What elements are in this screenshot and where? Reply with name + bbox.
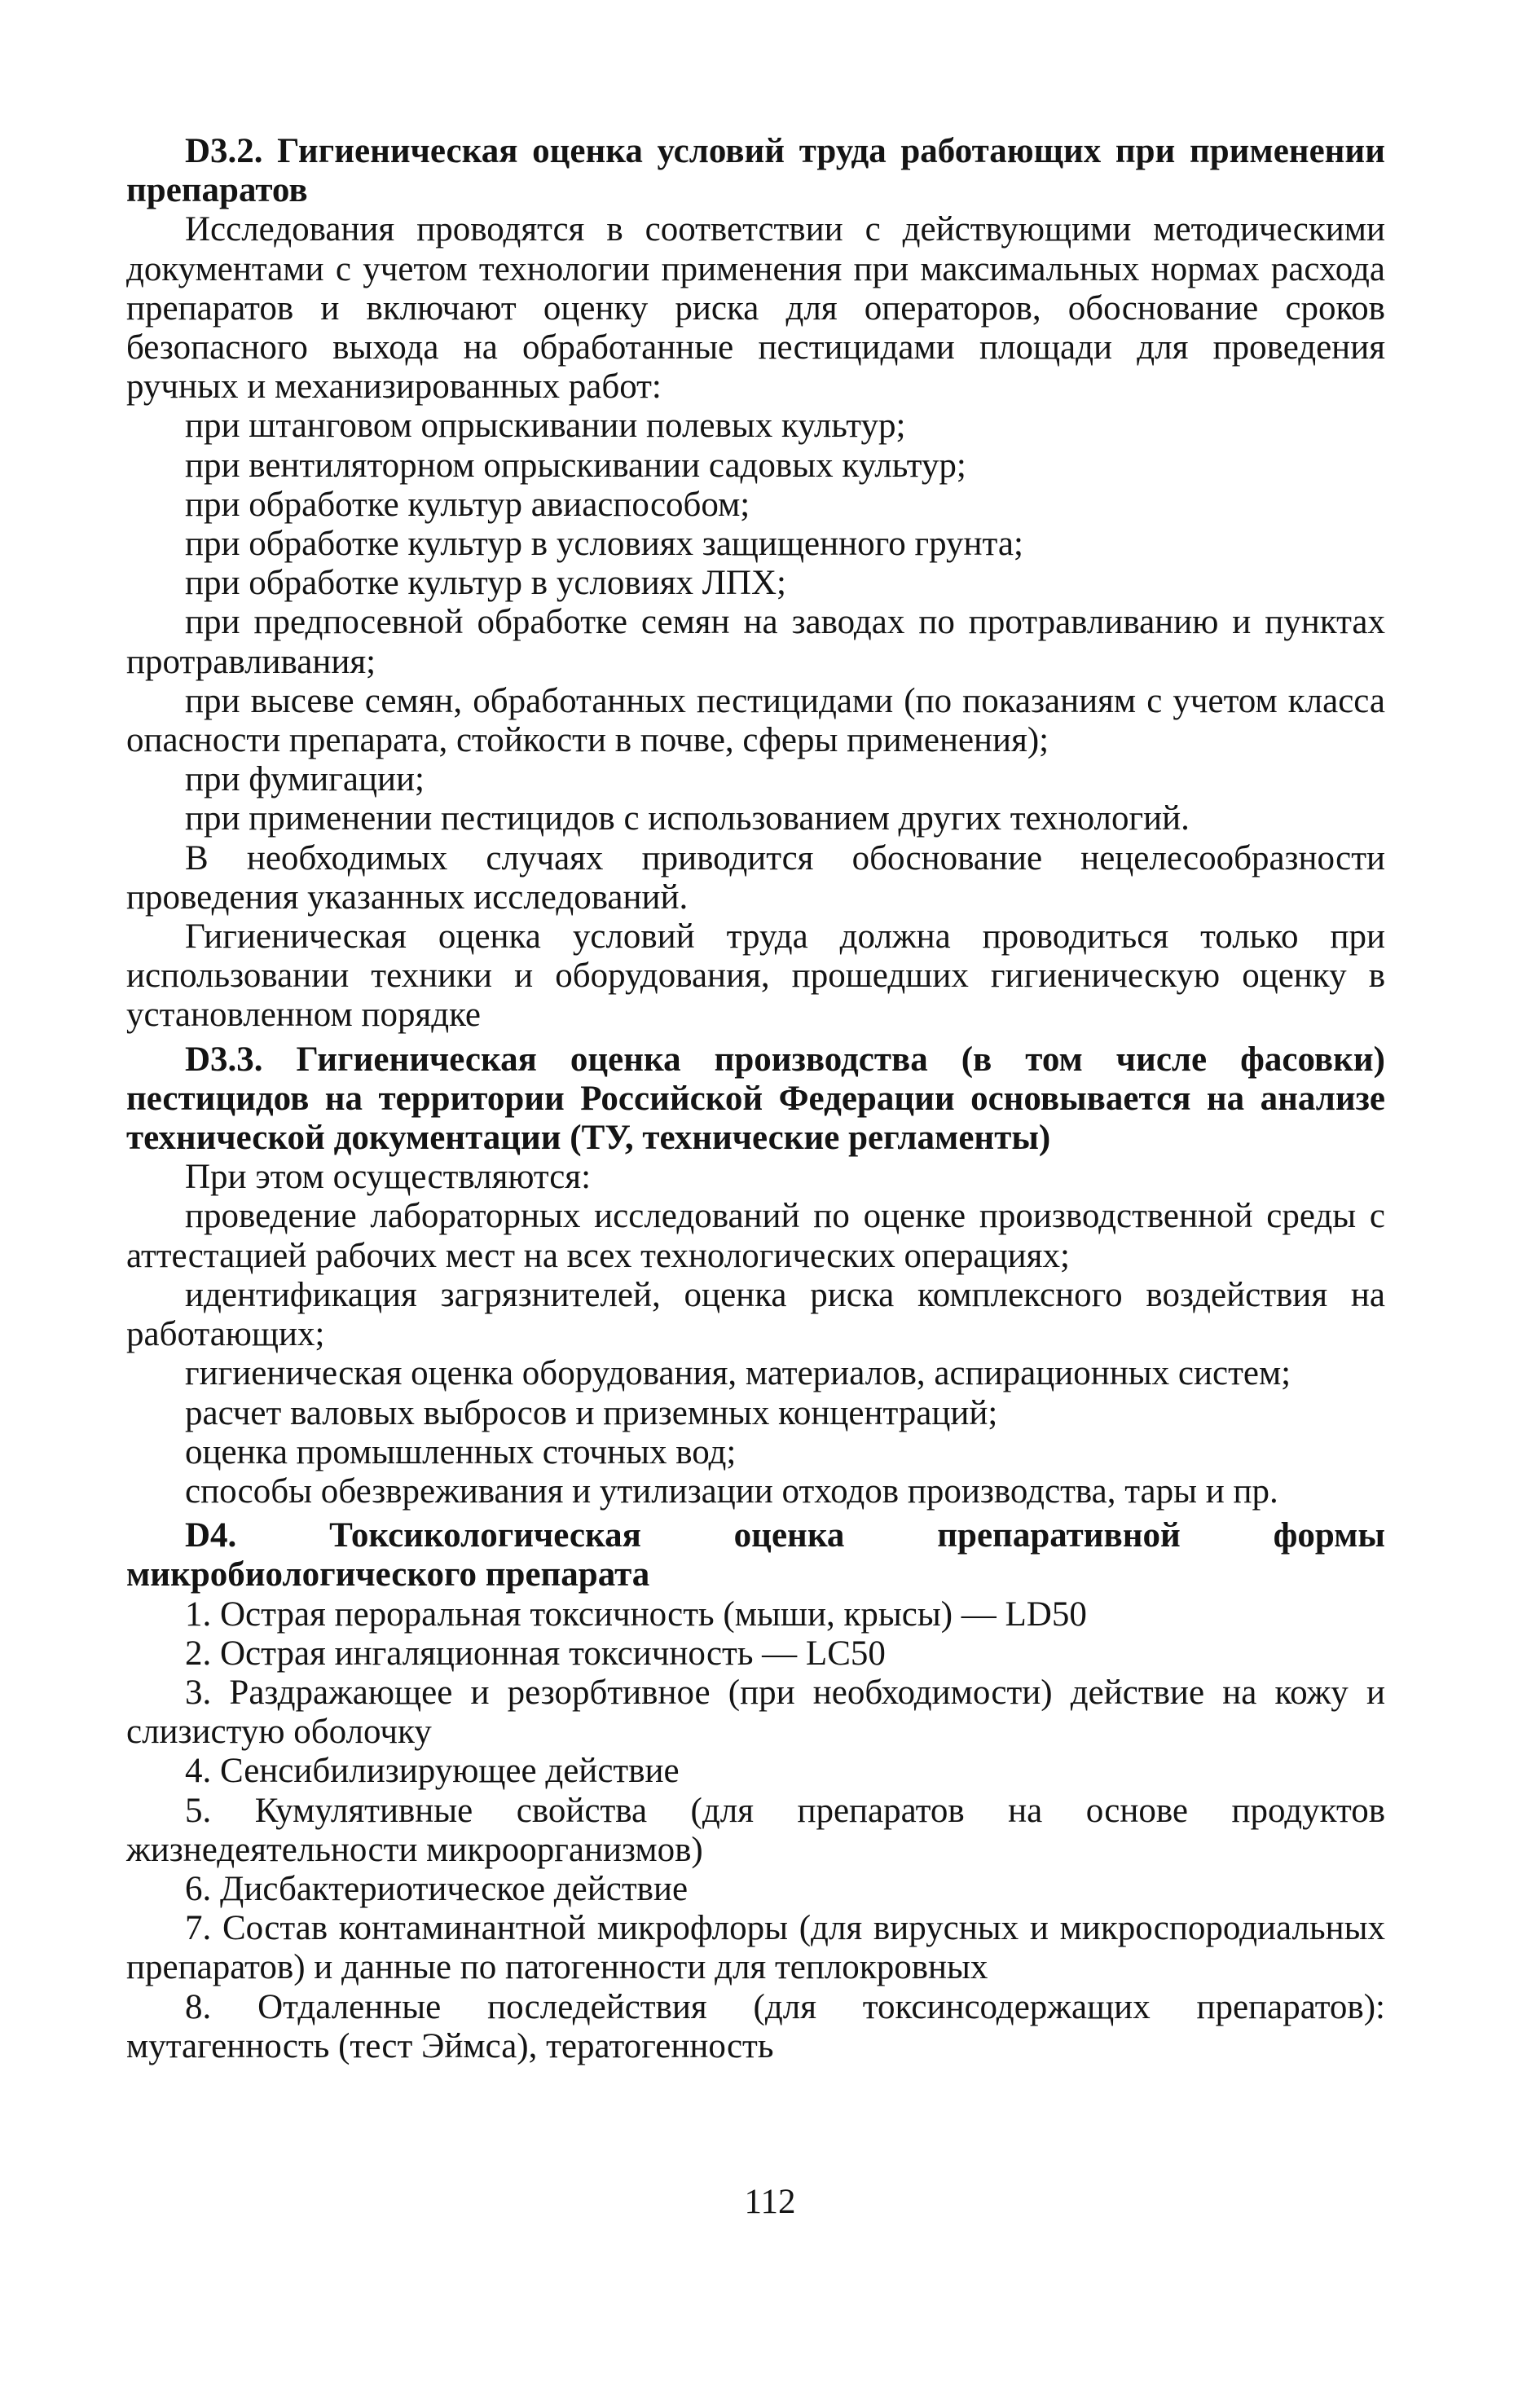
section-heading-d3-2: D3.2. Гигиеническая оценка условий труда работающих при применении препаратов bbox=[126, 132, 1385, 210]
list-item: при вентиляторном опрыскивании садовых культур; bbox=[185, 446, 966, 485]
paragraph: Исследования проводятся в соответствии с действующими методическими документами с учетом технологии применения при максимальных нормах расхода препаратов и включают оценку риска для операторов, обоснование сроков безопасного выхода на обработанные пестицидами площади для проведения ручных и механизированных работ: bbox=[126, 210, 1385, 407]
list-item: при штанговом опрыскивании полевых культур; bbox=[185, 407, 906, 446]
list-item: 2. Острая ингаляционная токсичность — LC50 bbox=[185, 1634, 886, 1673]
list-item: при предпосевной обработке семян на заводах по протравливанию и пунктах протравливания; bbox=[126, 603, 1385, 681]
paragraph: При этом осуществляются: bbox=[185, 1158, 592, 1197]
list-item: при обработке культур в условиях защищенного грунта; bbox=[185, 525, 1023, 564]
list-item: 5. Кумулятивные свойства (для препаратов на основе продуктов жизнедеятельности микроорганизмов) bbox=[126, 1791, 1385, 1869]
paragraph: Гигиеническая оценка условий труда должна проводиться только при использовании техники и оборудования, прошедших гигиеническую оценку в установленном порядке bbox=[126, 917, 1385, 1035]
list-item: при высеве семян, обработанных пестицидами (по показаниям с учетом класса опасности препарата, стойкости в почве, сферы применения); bbox=[126, 681, 1385, 760]
paragraph: В необходимых случаях приводится обоснование нецелесообразности проведения указанных исследований. bbox=[126, 838, 1385, 917]
list-item: 3. Раздражающее и резорбтивное (при необходимости) действие на кожу и слизистую оболочку bbox=[126, 1673, 1385, 1752]
list-item: гигиеническая оценка оборудования, материалов, аспирационных систем; bbox=[185, 1354, 1291, 1393]
list-item: при обработке культур авиаспособом; bbox=[185, 485, 750, 524]
section-heading-d3-3: D3.3. Гигиеническая оценка производства (в том числе фасовки) пестицидов на территории Российской Федерации основывается на анализе технической документации (ТУ, технические регламенты) bbox=[126, 1040, 1385, 1158]
list-item: при обработке культур в условиях ЛПХ; bbox=[185, 564, 786, 603]
list-item: 8. Отдаленные последействия (для токсинсодержащих препаратов): мутагенность (тест Эймса), тератогенность bbox=[126, 1987, 1385, 2065]
section-heading-d4: D4. Токсикологическая оценка препаративной формы микробиологического препарата bbox=[126, 1516, 1385, 1594]
list-item: оценка промышленных сточных вод; bbox=[185, 1432, 737, 1471]
list-item: способы обезвреживания и утилизации отходов производства, тары и пр. bbox=[185, 1471, 1278, 1511]
list-item: расчет валовых выбросов и приземных концентраций; bbox=[185, 1393, 998, 1432]
list-item: 1. Острая пероральная токсичность (мыши, крысы) — LD50 bbox=[185, 1594, 1087, 1634]
list-item: 6. Дисбактериотическое действие bbox=[185, 1869, 689, 1908]
page-body bbox=[126, 132, 1385, 2066]
list-item: проведение лабораторных исследований по оценке производственной среды с аттестацией рабочих мест на всех технологических операциях; bbox=[126, 1197, 1385, 1275]
list-item: при применении пестицидов с использованием других технологий. bbox=[185, 799, 1190, 838]
list-item: идентификация загрязнителей, оценка риска комплексного воздействия на работающих; bbox=[126, 1275, 1385, 1354]
list-item: при фумигации; bbox=[185, 760, 425, 799]
list-item: 7. Состав контаминантной микрофлоры (для вирусных и микроспородиальных препаратов) и данные по патогенности для теплокровных bbox=[126, 1909, 1385, 1987]
list-item: 4. Сенсибилизирующее действие bbox=[185, 1752, 680, 1791]
page-number: 112 bbox=[744, 2183, 796, 2221]
